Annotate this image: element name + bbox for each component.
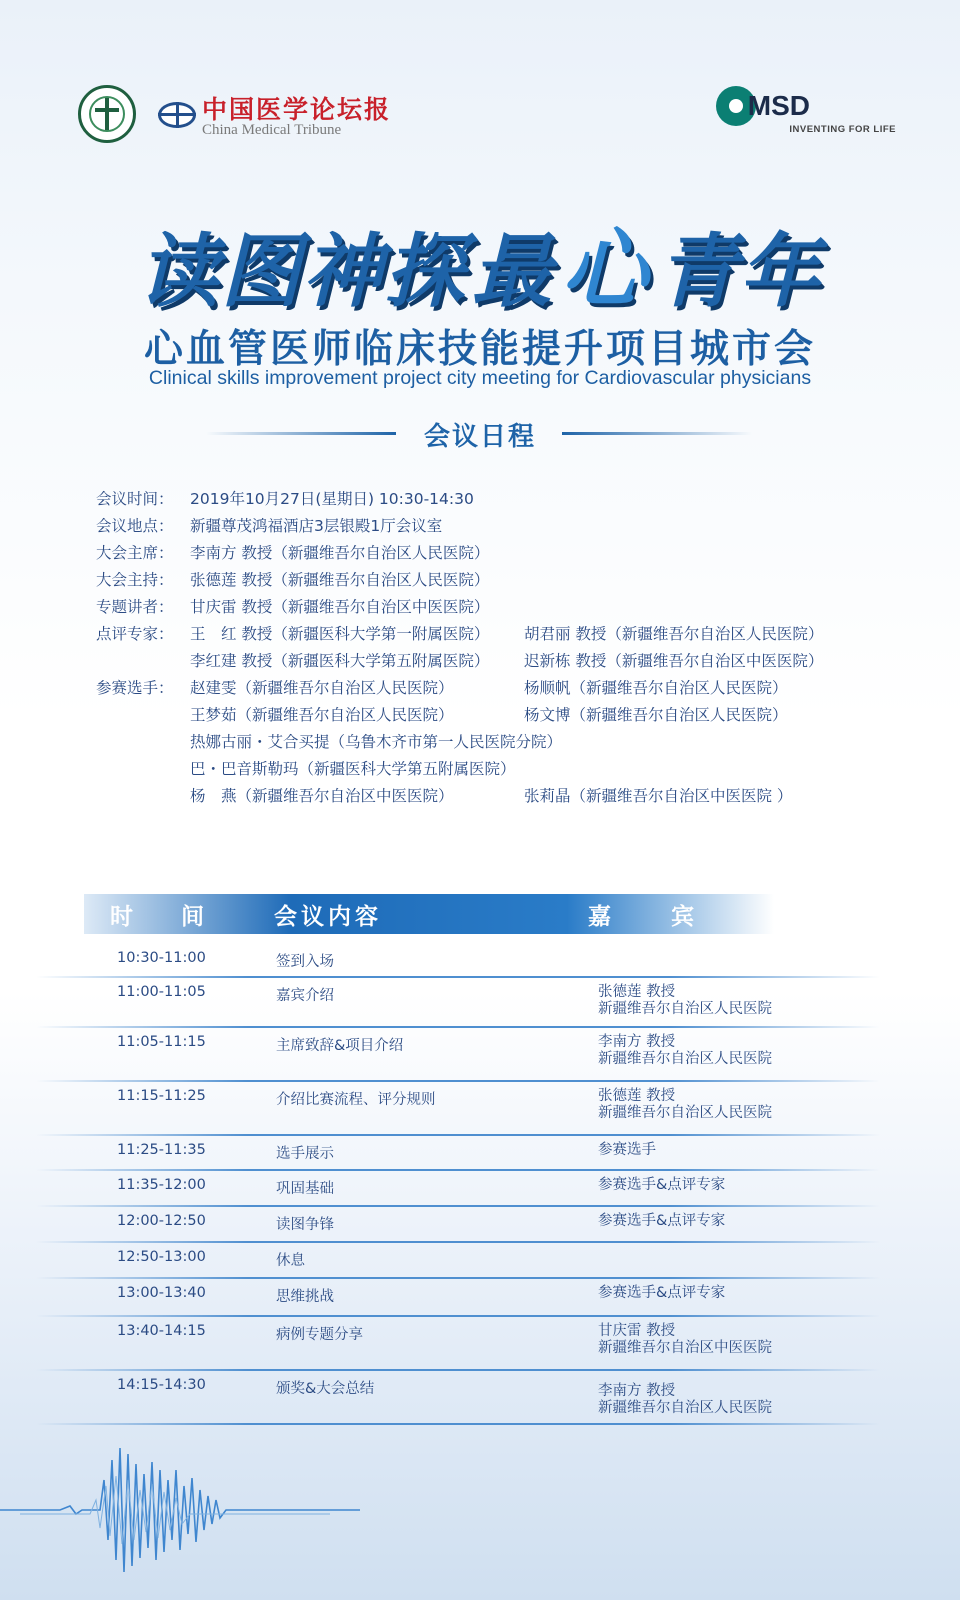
row-guest: 参赛选手&点评专家 [598, 1285, 726, 1301]
meeting-info [96, 486, 916, 810]
row-content: 介绍比赛流程、评分规则 [276, 1092, 436, 1108]
row-time: 13:40-14:15 [117, 1323, 206, 1339]
msd-logo: MSD [747, 90, 810, 121]
schedule-header [84, 894, 774, 934]
info-value: 李南方 教授（新疆维吾尔自治区人民医院） [190, 544, 490, 562]
ecg-wave-decoration [0, 1440, 360, 1580]
info-value: 2019年10月27日(星期日) 10:30-14:30 [190, 490, 474, 508]
hero-heart: 心 [561, 220, 650, 320]
row-guest [598, 1323, 772, 1357]
info-label: 会议时间： [96, 490, 174, 508]
row-content: 思维挑战 [276, 1289, 334, 1305]
row-time: 11:35-12:00 [117, 1177, 206, 1193]
info-row [96, 675, 916, 702]
table-row [0, 1243, 960, 1279]
info-label: 参赛选手： [96, 679, 174, 697]
info-label: 专题讲者： [96, 598, 174, 616]
row-guest [598, 1383, 772, 1417]
header-guest: 嘉宾 [588, 904, 754, 930]
header-time: 时间 [110, 904, 252, 930]
row-content: 休息 [276, 1253, 305, 1269]
expert: 李红建 教授（新疆医科大学第五附属医院） [190, 652, 490, 670]
row-time: 14:15-14:30 [117, 1377, 206, 1393]
info-label: 点评专家： [96, 625, 174, 643]
guest-org: 新疆维吾尔自治区人民医院 [598, 1400, 772, 1416]
guest-org: 新疆维吾尔自治区中医医院 [598, 1340, 772, 1356]
row-time: 12:50-13:00 [117, 1249, 206, 1265]
contestant: 杨 燕（新疆维吾尔自治区中医医院） [190, 787, 454, 805]
info-value: 甘庆雷 教授（新疆维吾尔自治区中医医院） [190, 598, 490, 616]
section-heading [0, 412, 960, 452]
info-row [96, 648, 916, 675]
contestant: 杨文博（新疆维吾尔自治区人民医院） [524, 706, 788, 724]
guest-org: 新疆维吾尔自治区人民医院 [598, 1001, 772, 1017]
table-row [0, 1028, 960, 1082]
cpam-seal-logo [78, 85, 136, 143]
subtitle-en: Clinical skills improvement project city meeting for Cardiovascular physicians [148, 367, 812, 389]
header-content: 会议内容 [274, 904, 382, 930]
divider-right [562, 432, 752, 435]
hero-title [0, 200, 960, 324]
contestant: 杨顺帆（新疆维吾尔自治区人民医院） [524, 679, 788, 697]
hero-part2: 最 [471, 225, 554, 318]
contestant: 王梦茹（新疆维吾尔自治区人民医院） [190, 706, 454, 724]
table-row [0, 1207, 960, 1243]
info-row [96, 513, 916, 540]
row-guest: 参赛选手 [598, 1142, 656, 1158]
hero-part1: 读图神探 [138, 225, 467, 318]
row-content: 主席致辞&项目介绍 [276, 1038, 404, 1054]
info-row [96, 756, 916, 783]
guest-name: 李南方 教授 [598, 1383, 676, 1399]
logo-bar [78, 82, 896, 142]
row-guest [598, 984, 772, 1018]
cmt-logo-en: China Medical Tribune [202, 122, 342, 138]
guest-org: 新疆维吾尔自治区人民医院 [598, 1105, 772, 1121]
info-row [96, 783, 916, 810]
row-content: 颁奖&大会总结 [276, 1381, 375, 1397]
table-row [0, 1082, 960, 1136]
table-row [0, 1279, 960, 1317]
contestant: 热娜古丽・艾合买提（乌鲁木齐市第一人民医院分院） [190, 733, 563, 751]
contestant: 赵建雯（新疆维吾尔自治区人民医院） [190, 679, 454, 697]
row-guest [598, 1088, 772, 1122]
cmt-logo-cn: 中国医学论坛报 [202, 95, 392, 124]
row-guest: 参赛选手&点评专家 [598, 1177, 726, 1193]
section-title: 会议日程 [423, 422, 536, 452]
row-time: 13:00-13:40 [117, 1285, 206, 1301]
globe-icon [158, 102, 196, 128]
info-value: 张德莲 教授（新疆维吾尔自治区人民医院） [190, 571, 490, 589]
row-content: 选手展示 [276, 1146, 334, 1162]
info-row [96, 594, 916, 621]
expert: 胡君丽 教授（新疆维吾尔自治区人民医院） [524, 625, 824, 643]
info-row [96, 540, 916, 567]
expert: 王 红 教授（新疆医科大学第一附属医院） [190, 625, 490, 643]
info-label: 会议地点： [96, 517, 174, 535]
row-time: 10:30-11:00 [117, 950, 206, 966]
info-row [96, 729, 916, 756]
table-row [0, 1317, 960, 1371]
contestant: 张莉晶（新疆维吾尔自治区中医医院 ） [524, 787, 793, 805]
row-content: 巩固基础 [276, 1181, 334, 1197]
row-content: 读图争锋 [276, 1217, 334, 1233]
info-row [96, 567, 916, 594]
row-content: 病例专题分享 [276, 1327, 363, 1343]
row-time: 12:00-12:50 [117, 1213, 206, 1229]
info-value: 新疆尊茂鸿福酒店3层银殿1厅会议室 [190, 517, 443, 535]
info-row [96, 702, 916, 729]
table-row [0, 944, 960, 978]
subtitle-cn: 心血管医师临床技能提升项目城市会 [143, 327, 816, 372]
msd-tagline: INVENTING FOR LIFE [789, 124, 896, 135]
info-label: 大会主席： [96, 544, 174, 562]
table-row [0, 1171, 960, 1207]
info-label: 大会主持： [96, 571, 174, 589]
table-row [0, 1136, 960, 1171]
guest-name: 张德莲 教授 [598, 1088, 676, 1104]
table-row [0, 978, 960, 1028]
guest-org: 新疆维吾尔自治区人民医院 [598, 1051, 772, 1067]
hero-part3: 青年 [657, 225, 822, 318]
row-guest [598, 1034, 772, 1068]
row-guest: 参赛选手&点评专家 [598, 1213, 726, 1229]
table-row [0, 1371, 960, 1425]
contestant: 巴・巴音斯勒玛（新疆医科大学第五附属医院） [190, 760, 516, 778]
expert: 迟新栋 教授（新疆维吾尔自治区中医医院） [524, 652, 824, 670]
row-content: 签到入场 [276, 954, 334, 970]
row-time: 11:05-11:15 [117, 1034, 206, 1050]
info-row [96, 621, 916, 648]
row-time: 11:00-11:05 [117, 984, 206, 1000]
guest-name: 李南方 教授 [598, 1034, 676, 1050]
info-row [96, 486, 916, 513]
guest-name: 张德莲 教授 [598, 984, 676, 1000]
row-time: 11:25-11:35 [117, 1142, 206, 1158]
schedule-table [0, 944, 960, 1425]
guest-name: 甘庆雷 教授 [598, 1323, 676, 1339]
row-content: 嘉宾介绍 [276, 988, 334, 1004]
row-time: 11:15-11:25 [117, 1088, 206, 1104]
